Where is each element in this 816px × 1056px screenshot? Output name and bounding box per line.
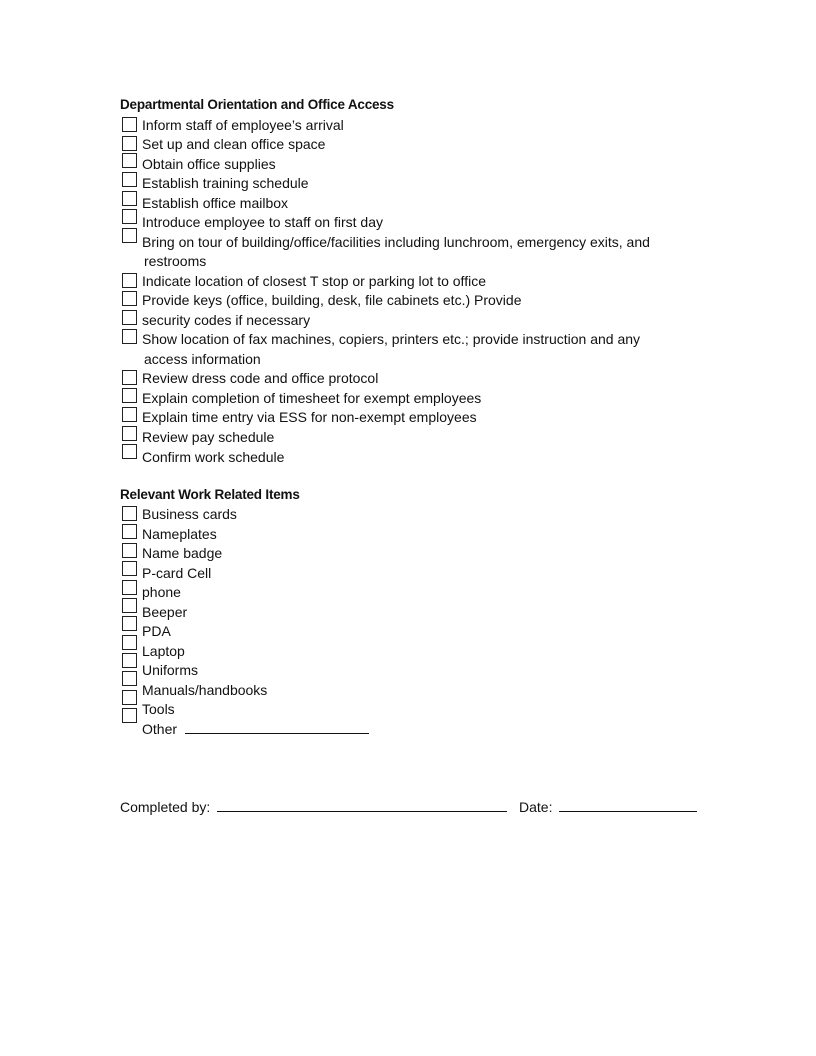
checklist-item-label: phone bbox=[142, 584, 181, 600]
checkbox[interactable] bbox=[122, 172, 137, 187]
checkbox[interactable] bbox=[122, 561, 137, 576]
checkbox[interactable] bbox=[122, 524, 137, 539]
checkbox[interactable] bbox=[122, 310, 137, 325]
checklist-item-label: Indicate location of closest T stop or parking lot to office bbox=[142, 273, 486, 289]
checkbox[interactable] bbox=[122, 153, 137, 168]
checkbox[interactable] bbox=[122, 506, 137, 521]
checklist-item-label: Establish training schedule bbox=[142, 175, 309, 191]
other-fill-in-line[interactable] bbox=[185, 721, 369, 734]
checkbox[interactable] bbox=[122, 598, 137, 613]
checklist-item-label: Bring on tour of building/office/facilities including lunchroom, emergency exits, and bbox=[142, 234, 650, 250]
checkbox[interactable] bbox=[122, 291, 137, 306]
completed-by-signature-line[interactable] bbox=[217, 799, 507, 812]
checkbox[interactable] bbox=[122, 690, 137, 705]
checklist-item-label: Set up and clean office space bbox=[142, 136, 326, 152]
date-row bbox=[519, 799, 697, 815]
checklist-item-label: Other bbox=[142, 721, 178, 737]
checkbox[interactable] bbox=[122, 671, 137, 686]
checklist-item-label: Confirm work schedule bbox=[142, 449, 285, 465]
checkbox[interactable] bbox=[122, 708, 137, 723]
checklist-item-label: Beeper bbox=[142, 604, 188, 620]
checklist-item-label: Show location of fax machines, copiers, printers etc.; provide instruction and any bbox=[142, 331, 641, 347]
checkbox[interactable] bbox=[122, 228, 137, 243]
checkbox[interactable] bbox=[122, 635, 137, 650]
checklist-item-label: Explain completion of timesheet for exempt employees bbox=[142, 390, 482, 406]
checklist-item-label: Review pay schedule bbox=[142, 429, 275, 445]
checkbox[interactable] bbox=[122, 543, 137, 558]
checklist-item-label: Name badge bbox=[142, 545, 223, 561]
checklist-item-label: Tools bbox=[142, 701, 175, 717]
checklist-item-label: security codes if necessary bbox=[142, 312, 311, 328]
checklist-item-label: Nameplates bbox=[142, 526, 217, 542]
checklist-item-label: Establish office mailbox bbox=[142, 195, 289, 211]
completed-by-row bbox=[120, 799, 507, 815]
checkbox[interactable] bbox=[122, 388, 137, 403]
checkbox[interactable] bbox=[122, 444, 137, 459]
section-title-work-items: Relevant Work Related Items bbox=[120, 487, 300, 502]
checklist-item-label: Inform staff of employee’s arrival bbox=[142, 117, 344, 133]
date-label: Date: bbox=[519, 799, 553, 815]
checkbox[interactable] bbox=[122, 426, 137, 441]
completed-by-label: Completed by: bbox=[120, 799, 211, 815]
checklist-item-label: Explain time entry via ESS for non-exempt employees bbox=[142, 409, 477, 425]
checklist-item-label: Laptop bbox=[142, 643, 185, 659]
section-title-orientation: Departmental Orientation and Office Access bbox=[120, 97, 394, 112]
checkbox[interactable] bbox=[122, 191, 137, 206]
date-fill-in-line[interactable] bbox=[559, 799, 697, 812]
checkbox[interactable] bbox=[122, 136, 137, 151]
checklist-item-label-continuation: access information bbox=[144, 351, 261, 367]
checkbox[interactable] bbox=[122, 407, 137, 422]
checklist-item-label: Provide keys (office, building, desk, file cabinets etc.) Provide bbox=[142, 292, 522, 308]
checklist-item-label: Business cards bbox=[142, 506, 237, 522]
checkbox[interactable] bbox=[122, 370, 137, 385]
checkbox[interactable] bbox=[122, 117, 137, 132]
checkbox[interactable] bbox=[122, 209, 137, 224]
checkbox[interactable] bbox=[122, 653, 137, 668]
checklist-item-label: Manuals/handbooks bbox=[142, 682, 268, 698]
other-item-row bbox=[142, 721, 369, 737]
checkbox[interactable] bbox=[122, 329, 137, 344]
checklist-item-label: Review dress code and office protocol bbox=[142, 370, 379, 386]
checkbox[interactable] bbox=[122, 580, 137, 595]
checklist-item-label: PDA bbox=[142, 623, 171, 639]
checklist-item-label-continuation: restrooms bbox=[144, 253, 207, 269]
checklist-item-label: P-card Cell bbox=[142, 565, 212, 581]
checklist-item-label: Obtain office supplies bbox=[142, 156, 276, 172]
checkbox[interactable] bbox=[122, 616, 137, 631]
checklist-item-label: Introduce employee to staff on first day bbox=[142, 214, 383, 230]
checkbox[interactable] bbox=[122, 273, 137, 288]
checklist-item-label: Uniforms bbox=[142, 662, 199, 678]
